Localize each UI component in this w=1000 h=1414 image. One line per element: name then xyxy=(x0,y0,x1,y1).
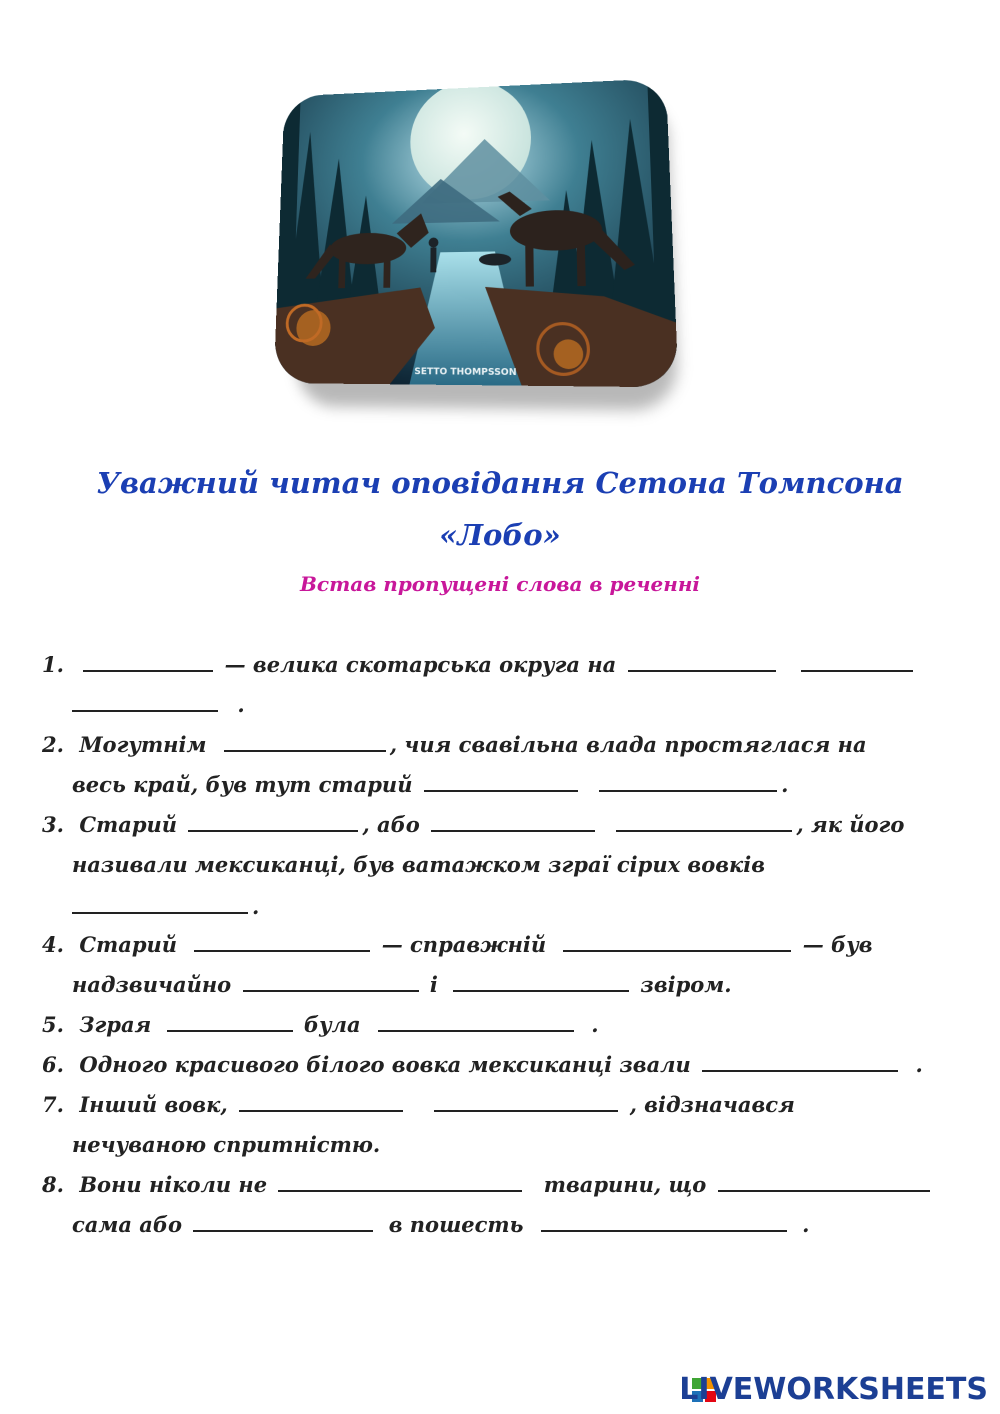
answer-blank[interactable] xyxy=(453,972,629,992)
question-end: . xyxy=(591,1012,599,1037)
liveworksheets-brand[interactable]: LIVEWORKSHEETS xyxy=(679,1372,988,1407)
question-number: 5. xyxy=(42,1012,64,1037)
answer-blank[interactable] xyxy=(702,1052,898,1072)
question-number: 7. xyxy=(42,1092,64,1117)
worksheet-title-book: «Лобо» xyxy=(439,518,561,552)
question-1 xyxy=(42,652,917,677)
answer-blank[interactable] xyxy=(167,1012,293,1032)
question-6 xyxy=(42,1052,923,1077)
question-text: тварини, що xyxy=(543,1172,707,1197)
question-3-cont xyxy=(72,852,765,877)
question-end: . xyxy=(252,894,260,919)
answer-blank[interactable] xyxy=(628,652,776,672)
cover-illustration xyxy=(274,78,679,387)
question-text: Вони ніколи не xyxy=(79,1172,268,1197)
question-4-cont xyxy=(72,972,732,997)
question-text: звіром. xyxy=(640,972,732,997)
answer-blank[interactable] xyxy=(718,1172,930,1192)
worksheet-title: Уважний читач оповідання Сетона Томпсона xyxy=(96,466,904,500)
answer-blank[interactable] xyxy=(193,1212,373,1232)
question-7-cont xyxy=(72,1132,380,1157)
answer-blank[interactable] xyxy=(72,692,218,712)
question-5 xyxy=(42,1012,599,1037)
question-text: , чия свавільна влада простяглася на xyxy=(389,732,867,757)
book-cover-image xyxy=(270,82,670,412)
question-text: і xyxy=(429,972,438,997)
question-text: Одного красивого білого вовка мексиканці звали xyxy=(79,1052,691,1077)
question-end: . xyxy=(915,1052,923,1077)
question-text: Старий xyxy=(79,812,178,837)
question-text: — справжній xyxy=(381,932,547,957)
question-text: надзвичайно xyxy=(72,972,232,997)
question-text: в пошесть xyxy=(388,1212,524,1237)
question-text: — велика скотарська округа на xyxy=(224,652,617,677)
question-number: 2. xyxy=(42,732,64,757)
answer-blank[interactable] xyxy=(599,772,777,792)
answer-blank[interactable] xyxy=(541,1212,787,1232)
question-text: Інший вовк, xyxy=(79,1092,228,1117)
question-2 xyxy=(42,732,867,757)
answer-blank[interactable] xyxy=(194,932,370,952)
question-text: весь край, був тут старий xyxy=(72,772,413,797)
question-end: . xyxy=(237,692,245,717)
question-number: 3. xyxy=(42,812,64,837)
question-end: . xyxy=(781,772,789,797)
question-3 xyxy=(42,812,904,837)
answer-blank[interactable] xyxy=(431,812,595,832)
question-4 xyxy=(42,932,873,957)
question-text: сама або xyxy=(72,1212,183,1237)
answer-blank[interactable] xyxy=(616,812,792,832)
cover-caption: SETTO THOMPSSON xyxy=(414,366,517,379)
answer-blank[interactable] xyxy=(278,1172,522,1192)
answer-blank[interactable] xyxy=(224,732,386,752)
question-text: називали мексиканці, був ватажком зграї сірих вовків xyxy=(72,852,765,877)
answer-blank[interactable] xyxy=(83,652,213,672)
question-end: . xyxy=(802,1212,810,1237)
answer-blank[interactable] xyxy=(72,894,248,914)
answer-blank[interactable] xyxy=(378,1012,574,1032)
question-number: 6. xyxy=(42,1052,64,1077)
question-3-cont2 xyxy=(68,894,259,919)
answer-blank[interactable] xyxy=(239,1092,403,1112)
answer-blank[interactable] xyxy=(243,972,419,992)
question-number: 8. xyxy=(42,1172,64,1197)
question-text: Могутнім xyxy=(79,732,207,757)
question-text: була xyxy=(303,1012,361,1037)
answer-blank[interactable] xyxy=(563,932,791,952)
question-1-cont xyxy=(68,692,245,717)
question-text: нечуваною спритністю. xyxy=(72,1132,381,1157)
question-text: — був xyxy=(802,932,873,957)
answer-blank[interactable] xyxy=(434,1092,618,1112)
question-8-cont xyxy=(72,1212,809,1237)
question-number: 1. xyxy=(42,652,64,677)
answer-blank[interactable] xyxy=(188,812,358,832)
question-text: , як його xyxy=(796,812,905,837)
question-text: Зграя xyxy=(79,1012,152,1037)
question-text: , або xyxy=(362,812,420,837)
question-text: , відзначався xyxy=(629,1092,795,1117)
question-text: Старий xyxy=(79,932,178,957)
answer-blank[interactable] xyxy=(424,772,578,792)
answer-blank[interactable] xyxy=(801,652,913,672)
question-8 xyxy=(42,1172,934,1197)
worksheet-instruction: Встав пропущені слова в реченні xyxy=(299,572,701,596)
question-number: 4. xyxy=(42,932,64,957)
question-2-cont xyxy=(72,772,788,797)
question-7 xyxy=(42,1092,795,1117)
